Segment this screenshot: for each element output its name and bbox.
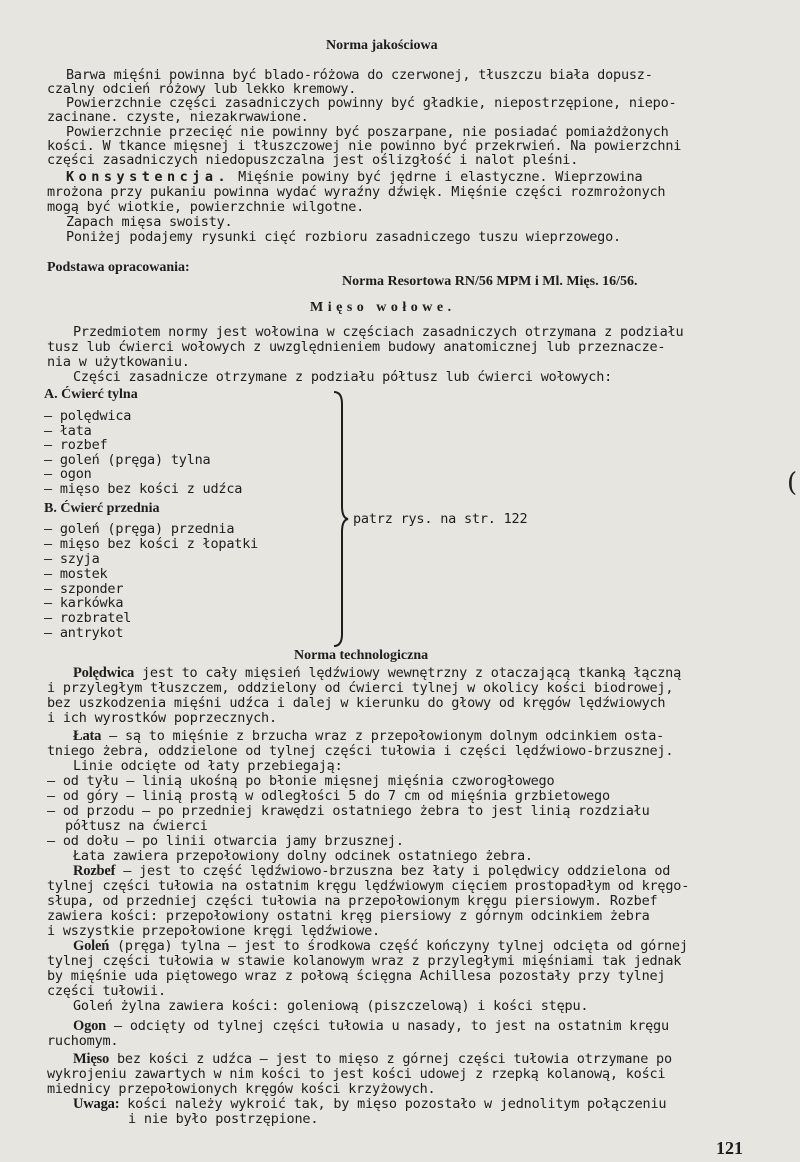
quality-line: mrożona przy pukaniu powinna wydać wyraźny dźwięk. Mięśnie części rozmrożonych [47, 184, 666, 200]
paragraph-line: miednicy przepołowionych kręgów kości krzyżowych. [47, 1081, 436, 1097]
quality-line: mogą być wiotkie, powierzchnie wilgotne. [47, 199, 365, 215]
paragraph-text: bez kości z udźca — jest to mięso z górnej części tułowia otrzymane po [109, 1051, 672, 1067]
paragraph-line: zawiera kości: przepołowiony ostatni kręg piersiowy z górnym odcinkiem żebra [47, 908, 650, 924]
consistency-label: Konsystencja. [66, 169, 231, 185]
paragraph-text: jest to cały mięsień lędźwiowy wewnętrzny z otaczającą tkanką łączną [134, 665, 682, 681]
note-line: i nie było postrzępione. [128, 1111, 319, 1127]
beef-line: Przedmiotem normy jest wołowina w częściach zasadniczych otrzymana z podziału [73, 324, 684, 340]
beef-line: nia w użytkowaniu. [47, 354, 190, 370]
beef-line: tusz lub ćwierci wołowych z uwzględnieniem budowy anatomicznej lub przeznacze- [47, 339, 666, 355]
paragraph-line: tylnej części tułowia w stawie kolanowym wraz z przyległymi mięśniami tak jednak [47, 953, 682, 969]
list-item: — goleń (pręga) tylna [44, 452, 211, 468]
list-item: — rozbratel [44, 610, 132, 626]
basis-label: Podstawa opracowania: [47, 260, 190, 275]
paragraph-line: i ich wyrostków poprzecznych. [47, 710, 277, 726]
list-item: — ogon [44, 466, 92, 482]
quality-line: Powierzchnie przecięć nie powinny być poszarpane, nie posiadać pomiażdżonych [66, 124, 669, 140]
paragraph-line: bez uszkodzenia mięśni udźca i dalej w kierunku do głowy od kręgów lędźwiowych [47, 695, 666, 711]
group-a-title: A. Ćwierć tylna [44, 387, 138, 402]
quality-heading: Norma jakościowa [326, 38, 438, 53]
paragraph-line: Goleń żylna zawiera kości: goleniową (piszczelową) i kości stępu. [73, 998, 589, 1014]
beef-heading: Mięso wołowe. [310, 300, 456, 315]
list-item: — szyja [44, 551, 100, 567]
quality-line: Zapach mięsa swoisty. [66, 214, 233, 230]
paragraph-line [73, 939, 688, 954]
group-b-title: B. Ćwierć przednia [44, 501, 160, 516]
list-item: — karkówka [44, 595, 124, 611]
beef-line: Części zasadnicze otrzymane z podziału półtusz lub ćwierci wołowych: [73, 369, 613, 385]
note-line [73, 1097, 666, 1112]
term-poledwica: Polędwica [73, 665, 135, 681]
basis-norm: Norma Resortowa RN/56 MPM i Ml. Mięs. 16/56. [342, 274, 638, 289]
list-item: — mięso bez kości z udźca [44, 481, 243, 497]
paragraph-line: — od tyłu — linią ukośną po błonie mięsnej mięśnia czworogłowego [47, 773, 555, 789]
paragraph-text: (pręga) tylna — jest to środkowa część kończyny tylnej odcięta od górnej [109, 938, 688, 954]
paragraph-line: tniego żebra, oddzielone od tylnej części tułowia i części lędźwiowo-brzusznej. [47, 743, 674, 759]
tech-heading: Norma technologiczna [294, 648, 429, 663]
paragraph-line: i przyległym tłuszczem, oddzielony od ćwierci tylnej w okolicy kości biodrowej, [47, 680, 674, 696]
term-lata: Łata [73, 728, 102, 744]
list-item: — mięso bez kości z łopatki [44, 536, 259, 552]
term-mieso: Mięso [73, 1051, 110, 1067]
paragraph-line: części tułowii. [47, 983, 166, 999]
paragraph-line [73, 864, 670, 879]
see-figure-note: patrz rys. na str. 122 [353, 511, 528, 527]
paragraph-line: i wszystkie przepołowione kręgi lędźwiowe. [47, 923, 380, 939]
paragraph-line: Linie odcięte od łaty przebiegają: [73, 758, 343, 774]
curly-brace [326, 390, 350, 648]
quality-line: zacinane. czyste, niezakrwawione. [47, 109, 309, 125]
note-text: kości należy wykroić tak, by mięso pozostało w jednolitym połączeniu [119, 1096, 667, 1112]
list-item: — szponder [44, 581, 124, 597]
list-item: — goleń (pręga) przednia [44, 521, 235, 537]
paragraph-line [73, 729, 664, 744]
term-rozbef: Rozbef [73, 863, 116, 879]
paragraph-text: — jest to część lędźwiowo-brzuszna bez łaty i polędwicy oddzielona od [115, 863, 671, 879]
paragraph-line [73, 1019, 669, 1034]
quality-line: Powierzchnie części zasadniczych powinny być gładkie, niepostrzępione, niepo- [66, 95, 677, 111]
term-ogon: Ogon [73, 1018, 107, 1034]
paragraph-text: — odcięty od tylnej części tułowia u nasady, to jest na ostatnim kręgu [106, 1018, 669, 1034]
paragraph-text: — są to mięśnie z brzucha wraz z przepołowionym dolnym odcinkiem osta- [101, 728, 665, 744]
consistency-line [66, 170, 642, 185]
quality-line: czalny odcień różowy lub lekko kremowy. [47, 81, 357, 97]
list-item: — mostek [44, 566, 108, 582]
term-golen: Goleń [73, 938, 110, 954]
paragraph-line: by mięśnie uda piętowego wraz z połową ścięgna Achillesa pozostały przy tylnej [47, 968, 666, 984]
list-item: — polędwica [44, 408, 132, 424]
paragraph-line: wykrojeniu zawartych w nim kości to jest kości udowej z rzepką kolanową, kości [47, 1066, 666, 1082]
quality-line: Poniżej podajemy rysunki cięć rozbioru zasadniczego tuszu wieprzowego. [66, 229, 621, 245]
note-label: Uwaga: [73, 1096, 120, 1112]
paragraph-line [73, 1052, 672, 1067]
list-item: — rozbef [44, 437, 108, 453]
paragraph-line: słupa, od przedniej części tułowia na przepołowionym kręgu piersiowym. Rozbef [47, 893, 658, 909]
paragraph-line: ruchomym. [47, 1033, 119, 1049]
paragraph-line: — od góry — linią prostą w odległości 5 do 7 cm od mięśnia grzbietowego [47, 788, 610, 804]
quality-line: Barwa mięśni powinna być blado-różowa do czerwonej, tłuszczu biała dopusz- [66, 67, 653, 83]
consistency-text: Mięśnie powiny być jędrne i elastyczne. Wieprzowina [230, 169, 643, 185]
quality-line: części zasadniczych niedopuszczalna jest oślizgłość i nalot pleśni. [47, 152, 579, 168]
paragraph-line: półtusz na ćwierci [65, 818, 208, 834]
edge-mark: ( [787, 468, 798, 498]
quality-line: kości. W tkance mięsnej i tłuszczowej nie powinno być przekrwień. Na powierzchni [47, 138, 682, 154]
paragraph-line: — od dołu — po linii otwarcia jamy brzusznej. [47, 833, 404, 849]
paragraph-line [73, 666, 681, 681]
paragraph-line: Łata zawiera przepołowiony dolny odcinek ostatniego żebra. [73, 848, 533, 864]
paragraph-line: — od przodu — po przedniej krawędzi ostatniego żebra to jest linią rozdziału [47, 803, 650, 819]
page-number: 121 [716, 1138, 743, 1158]
list-item: — antrykot [44, 625, 124, 641]
paragraph-line: tylnej części tułowia na ostatnim kręgu lędźwiowym cięciem prostopadłym od kręgo- [47, 878, 690, 894]
list-item: — łata [44, 423, 92, 439]
